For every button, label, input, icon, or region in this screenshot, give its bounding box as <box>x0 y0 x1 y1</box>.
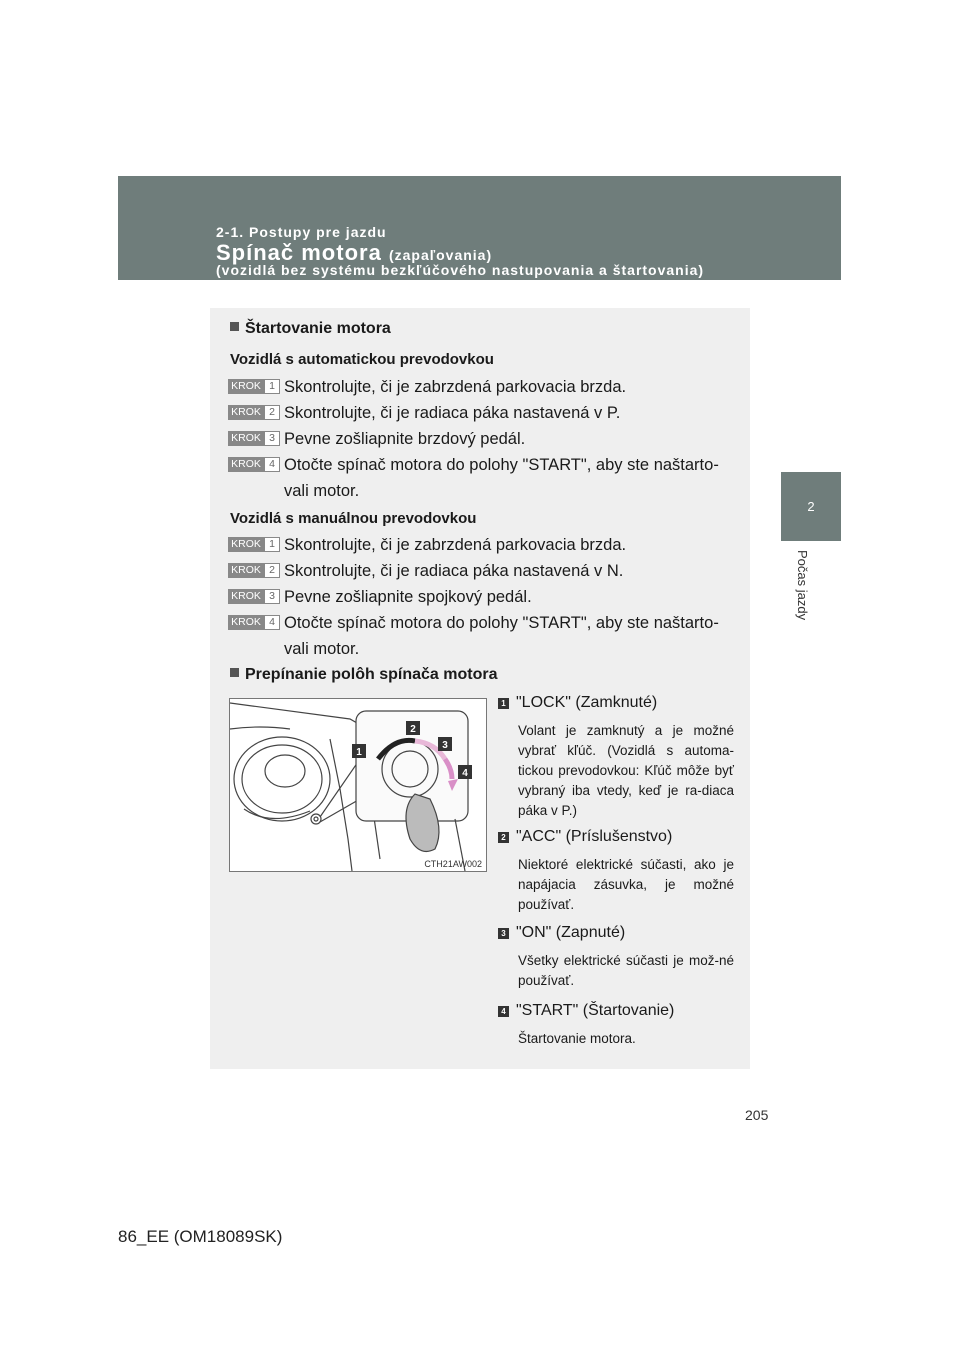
step-item <box>228 374 738 400</box>
step-keyword: KROK <box>231 538 261 550</box>
step-number: 2 <box>264 564 279 577</box>
step-badge <box>228 615 280 630</box>
step-item <box>228 558 738 584</box>
figure-label-4-text: 4 <box>462 768 468 779</box>
step-badge <box>228 589 280 604</box>
step-item <box>228 610 738 662</box>
step-keyword: KROK <box>231 564 261 576</box>
step-keyword: KROK <box>231 432 261 444</box>
bullet-square-icon <box>230 668 239 677</box>
step-number: 3 <box>264 590 279 603</box>
heading-switching-text: Prepínanie polôh spínača motora <box>245 666 498 683</box>
position-description: Všetky elektrické súčasti je mož-né používať. <box>518 953 734 988</box>
heading-starting-text: Štartovanie motora <box>245 320 391 337</box>
step-badge <box>228 537 280 552</box>
step-badge <box>228 379 280 394</box>
page-subtitle: (vozidlá bez systému bezkľúčového nastupovania a štartovania) <box>216 262 705 278</box>
step-item <box>228 400 738 426</box>
position-label: "ACC" (Príslušenstvo) <box>516 828 673 845</box>
subheading-manual: Vozidlá s manuálnou prevodovkou <box>230 510 477 527</box>
ignition-illustration <box>229 698 487 872</box>
heading-starting <box>230 320 391 338</box>
step-item <box>228 584 738 610</box>
step-number: 4 <box>264 458 279 471</box>
document-code: 86_EE (OM18089SK) <box>118 1227 283 1246</box>
step-number: 1 <box>264 538 279 551</box>
step-number: 2 <box>264 406 279 419</box>
position-number-badge: 4 <box>498 1006 509 1017</box>
subheading-automatic: Vozidlá s automatickou prevodovkou <box>230 351 494 368</box>
step-keyword: KROK <box>231 616 261 628</box>
section-label: 2-1. Postupy pre jazdu <box>216 224 387 240</box>
position-item-on <box>498 924 734 991</box>
position-label: "ON" (Zapnuté) <box>516 924 626 941</box>
position-number-badge: 1 <box>498 698 509 709</box>
step-text: Pevne zošliapnite brzdový pedál. <box>284 430 526 448</box>
figure-code: CTH21AW002 <box>424 859 482 869</box>
step-badge <box>228 405 280 420</box>
step-badge <box>228 457 280 472</box>
step-keyword: KROK <box>231 380 261 392</box>
step-item <box>228 452 738 504</box>
title-suffix: (zapaľovania) <box>388 247 493 263</box>
position-description: Niektoré elektrické súčasti, ako je napájacia zásuvka, je možné používať. <box>518 857 734 912</box>
step-keyword: KROK <box>231 406 261 418</box>
step-text: Otočte spínač motora do polohy "START", aby ste naštarto-vali motor. <box>284 614 719 658</box>
step-text: Skontrolujte, či je radiaca páka nastavená v N. <box>284 562 624 580</box>
content-box <box>210 308 750 1069</box>
position-item-start <box>498 1002 734 1049</box>
ignition-drawing <box>230 699 486 871</box>
figure-label-1-text: 1 <box>356 747 362 758</box>
position-description: Volant je zamknutý a je možné vybrať kľúč. (Vozidlá s automa-tickou prevodovkou: Kľúč môže byť vybraný iba vtedy, keď je ra-diaca páka v P.) <box>518 723 734 818</box>
step-item <box>228 532 738 558</box>
step-number: 3 <box>264 432 279 445</box>
bullet-square-icon <box>230 322 239 331</box>
step-number: 1 <box>264 380 279 393</box>
step-text: Skontrolujte, či je zabrzdená parkovacia brzda. <box>284 378 627 396</box>
step-keyword: KROK <box>231 590 261 602</box>
title-main: Spínač motora <box>216 240 382 265</box>
step-number: 4 <box>264 616 279 629</box>
step-text: Pevne zošliapnite spojkový pedál. <box>284 588 532 606</box>
position-number-badge: 2 <box>498 832 509 843</box>
figure-label-2-text: 2 <box>410 724 416 735</box>
position-number-badge: 3 <box>498 928 509 939</box>
chapter-header <box>118 176 841 280</box>
step-badge <box>228 431 280 446</box>
page-number: 205 <box>745 1107 769 1123</box>
step-item <box>228 426 738 452</box>
chapter-tab[interactable]: 2 <box>781 472 841 541</box>
step-keyword: KROK <box>231 458 261 470</box>
position-label: "START" (Štartovanie) <box>516 1002 675 1019</box>
step-badge <box>228 563 280 578</box>
step-text: Skontrolujte, či je radiaca páka nastavená v P. <box>284 404 621 422</box>
step-text: Otočte spínač motora do polohy "START", aby ste naštarto-vali motor. <box>284 456 719 500</box>
chapter-tab-label: Počas jazdy <box>795 550 810 621</box>
figure-label-3-text: 3 <box>442 740 448 751</box>
position-item-lock <box>498 694 734 821</box>
position-item-acc <box>498 828 734 915</box>
step-text: Skontrolujte, či je zabrzdená parkovacia brzda. <box>284 536 627 554</box>
position-description: Štartovanie motora. <box>518 1031 636 1046</box>
position-label: "LOCK" (Zamknuté) <box>516 694 658 711</box>
heading-switching <box>230 666 498 684</box>
